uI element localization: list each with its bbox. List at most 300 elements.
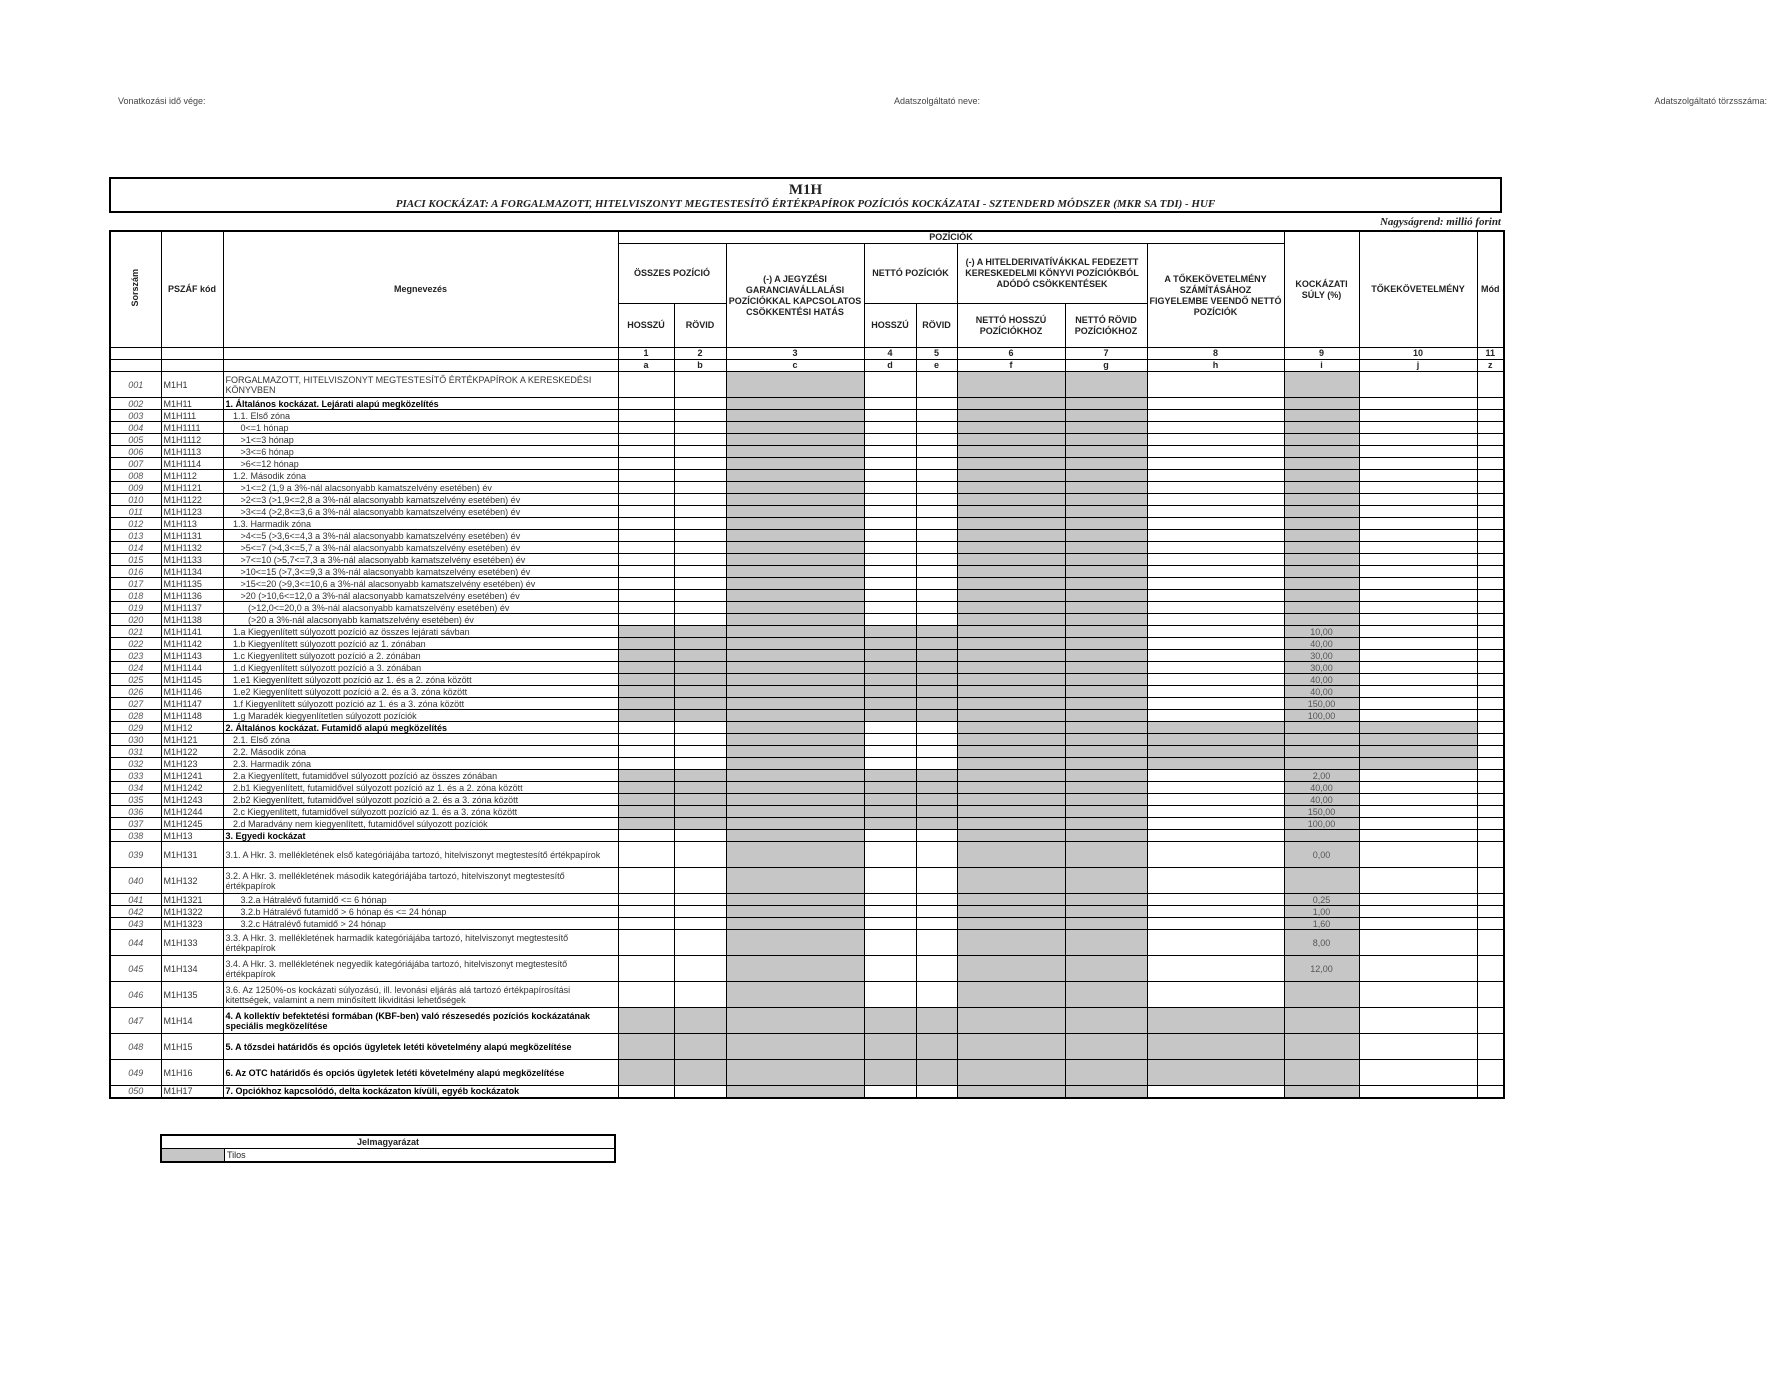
value-cell[interactable] bbox=[1477, 638, 1504, 650]
value-cell[interactable] bbox=[674, 578, 726, 590]
value-cell[interactable] bbox=[1147, 446, 1284, 458]
value-cell[interactable] bbox=[916, 722, 957, 734]
value-cell[interactable] bbox=[916, 758, 957, 770]
value-cell[interactable] bbox=[1359, 614, 1477, 626]
value-cell[interactable] bbox=[916, 578, 957, 590]
value-cell[interactable] bbox=[916, 830, 957, 842]
value-cell[interactable] bbox=[674, 918, 726, 930]
value-cell[interactable] bbox=[1477, 494, 1504, 506]
value-cell[interactable] bbox=[1477, 530, 1504, 542]
value-cell[interactable] bbox=[1477, 770, 1504, 782]
value-cell[interactable] bbox=[618, 530, 674, 542]
value-cell[interactable] bbox=[1147, 590, 1284, 602]
value-cell[interactable] bbox=[1477, 458, 1504, 470]
value-cell[interactable] bbox=[1477, 1008, 1504, 1034]
value-cell[interactable] bbox=[1359, 458, 1477, 470]
value-cell[interactable] bbox=[1147, 542, 1284, 554]
value-cell[interactable] bbox=[864, 734, 916, 746]
value-cell[interactable] bbox=[864, 842, 916, 868]
value-cell[interactable] bbox=[864, 918, 916, 930]
value-cell[interactable] bbox=[1359, 470, 1477, 482]
value-cell[interactable] bbox=[1477, 956, 1504, 982]
value-cell[interactable] bbox=[618, 1086, 674, 1098]
value-cell[interactable] bbox=[1477, 918, 1504, 930]
value-cell[interactable] bbox=[1359, 698, 1477, 710]
value-cell[interactable] bbox=[1477, 372, 1504, 398]
value-cell[interactable] bbox=[1147, 458, 1284, 470]
value-cell[interactable] bbox=[1477, 1086, 1504, 1098]
value-cell[interactable] bbox=[864, 566, 916, 578]
value-cell[interactable] bbox=[674, 410, 726, 422]
value-cell[interactable] bbox=[864, 830, 916, 842]
value-cell[interactable] bbox=[674, 614, 726, 626]
value-cell[interactable] bbox=[1147, 930, 1284, 956]
value-cell[interactable] bbox=[1147, 554, 1284, 566]
value-cell[interactable] bbox=[1359, 434, 1477, 446]
value-cell bbox=[618, 782, 674, 794]
value-cell[interactable] bbox=[1147, 982, 1284, 1008]
value-cell[interactable] bbox=[1477, 542, 1504, 554]
value-cell[interactable] bbox=[864, 470, 916, 482]
value-cell[interactable] bbox=[916, 372, 957, 398]
value-cell[interactable] bbox=[1359, 782, 1477, 794]
value-cell[interactable] bbox=[674, 930, 726, 956]
value-cell[interactable] bbox=[1359, 674, 1477, 686]
value-cell[interactable] bbox=[1477, 868, 1504, 894]
value-cell bbox=[957, 1008, 1065, 1034]
value-cell[interactable] bbox=[618, 602, 674, 614]
value-cell[interactable] bbox=[618, 918, 674, 930]
value-cell[interactable] bbox=[1359, 894, 1477, 906]
value-cell[interactable] bbox=[674, 470, 726, 482]
value-cell[interactable] bbox=[1477, 806, 1504, 818]
value-cell[interactable] bbox=[618, 554, 674, 566]
value-cell[interactable] bbox=[618, 722, 674, 734]
value-cell[interactable] bbox=[618, 894, 674, 906]
value-cell[interactable] bbox=[618, 842, 674, 868]
value-cell[interactable] bbox=[674, 422, 726, 434]
value-cell[interactable] bbox=[864, 956, 916, 982]
value-cell[interactable] bbox=[864, 398, 916, 410]
value-cell[interactable] bbox=[1477, 782, 1504, 794]
value-cell[interactable] bbox=[618, 494, 674, 506]
value-cell[interactable] bbox=[1359, 830, 1477, 842]
value-cell[interactable] bbox=[1359, 650, 1477, 662]
table-row bbox=[110, 956, 1504, 982]
value-cell[interactable] bbox=[916, 410, 957, 422]
value-cell[interactable] bbox=[864, 590, 916, 602]
value-cell[interactable] bbox=[1147, 372, 1284, 398]
value-cell[interactable] bbox=[1147, 518, 1284, 530]
value-cell[interactable] bbox=[916, 956, 957, 982]
value-cell[interactable] bbox=[618, 956, 674, 982]
value-cell bbox=[957, 470, 1065, 482]
value-cell[interactable] bbox=[674, 446, 726, 458]
value-cell[interactable] bbox=[1147, 918, 1284, 930]
row-code: M1H1135 bbox=[161, 578, 223, 590]
value-cell[interactable] bbox=[1147, 578, 1284, 590]
value-cell[interactable] bbox=[674, 734, 726, 746]
value-cell bbox=[957, 638, 1065, 650]
value-cell[interactable] bbox=[1147, 506, 1284, 518]
value-cell[interactable] bbox=[618, 446, 674, 458]
value-cell[interactable] bbox=[618, 746, 674, 758]
value-cell[interactable] bbox=[1359, 482, 1477, 494]
value-cell[interactable] bbox=[1477, 734, 1504, 746]
col-letter-6: f bbox=[957, 360, 1065, 372]
value-cell[interactable] bbox=[864, 930, 916, 956]
value-cell[interactable] bbox=[1477, 578, 1504, 590]
value-cell[interactable] bbox=[1359, 770, 1477, 782]
value-cell[interactable] bbox=[618, 398, 674, 410]
value-cell[interactable] bbox=[1477, 650, 1504, 662]
value-cell[interactable] bbox=[916, 868, 957, 894]
value-cell[interactable] bbox=[916, 542, 957, 554]
value-cell[interactable] bbox=[1147, 710, 1284, 722]
value-cell[interactable] bbox=[1477, 1034, 1504, 1060]
value-cell[interactable] bbox=[674, 602, 726, 614]
value-cell[interactable] bbox=[916, 918, 957, 930]
value-cell[interactable] bbox=[1477, 894, 1504, 906]
col-letter-blank bbox=[110, 360, 161, 372]
value-cell[interactable] bbox=[1477, 446, 1504, 458]
value-cell[interactable] bbox=[916, 906, 957, 918]
value-cell[interactable] bbox=[618, 470, 674, 482]
value-cell[interactable] bbox=[916, 446, 957, 458]
value-cell[interactable] bbox=[618, 614, 674, 626]
value-cell[interactable] bbox=[1477, 698, 1504, 710]
value-cell[interactable] bbox=[618, 566, 674, 578]
row-code: M1H121 bbox=[161, 734, 223, 746]
value-cell[interactable] bbox=[864, 868, 916, 894]
value-cell[interactable] bbox=[618, 422, 674, 434]
value-cell[interactable] bbox=[916, 894, 957, 906]
value-cell[interactable] bbox=[1477, 794, 1504, 806]
value-cell[interactable] bbox=[618, 372, 674, 398]
value-cell[interactable] bbox=[1359, 918, 1477, 930]
value-cell[interactable] bbox=[1147, 530, 1284, 542]
value-cell[interactable] bbox=[1147, 566, 1284, 578]
value-cell[interactable] bbox=[618, 434, 674, 446]
value-cell[interactable] bbox=[1359, 1086, 1477, 1098]
value-cell[interactable] bbox=[1147, 794, 1284, 806]
value-cell[interactable] bbox=[1477, 906, 1504, 918]
value-cell[interactable] bbox=[674, 434, 726, 446]
value-cell[interactable] bbox=[1359, 1034, 1477, 1060]
value-cell[interactable] bbox=[618, 458, 674, 470]
value-cell[interactable] bbox=[674, 554, 726, 566]
value-cell[interactable] bbox=[1147, 674, 1284, 686]
value-cell[interactable] bbox=[1477, 566, 1504, 578]
value-cell[interactable] bbox=[1147, 770, 1284, 782]
value-cell[interactable] bbox=[916, 482, 957, 494]
value-cell[interactable] bbox=[1477, 410, 1504, 422]
value-cell[interactable] bbox=[618, 410, 674, 422]
value-cell[interactable] bbox=[618, 930, 674, 956]
value-cell[interactable] bbox=[618, 482, 674, 494]
value-cell[interactable] bbox=[1359, 638, 1477, 650]
row-number: 049 bbox=[110, 1060, 161, 1086]
value-cell[interactable] bbox=[864, 906, 916, 918]
value-cell bbox=[1147, 758, 1284, 770]
value-cell[interactable] bbox=[1477, 686, 1504, 698]
value-cell[interactable] bbox=[1359, 566, 1477, 578]
value-cell[interactable] bbox=[1147, 686, 1284, 698]
value-cell[interactable] bbox=[674, 482, 726, 494]
value-cell[interactable] bbox=[916, 434, 957, 446]
value-cell[interactable] bbox=[1147, 956, 1284, 982]
value-cell[interactable] bbox=[1147, 422, 1284, 434]
value-cell[interactable] bbox=[864, 602, 916, 614]
value-cell[interactable] bbox=[1359, 398, 1477, 410]
value-cell[interactable] bbox=[618, 868, 674, 894]
value-cell[interactable] bbox=[618, 758, 674, 770]
value-cell[interactable] bbox=[916, 458, 957, 470]
value-cell[interactable] bbox=[674, 894, 726, 906]
value-cell[interactable] bbox=[916, 590, 957, 602]
value-cell[interactable] bbox=[1477, 710, 1504, 722]
value-cell[interactable] bbox=[1359, 930, 1477, 956]
value-cell[interactable] bbox=[1477, 518, 1504, 530]
value-cell[interactable] bbox=[1477, 674, 1504, 686]
value-cell[interactable] bbox=[1477, 602, 1504, 614]
value-cell[interactable] bbox=[1359, 906, 1477, 918]
value-cell[interactable] bbox=[674, 842, 726, 868]
value-cell[interactable] bbox=[1359, 578, 1477, 590]
value-cell[interactable] bbox=[916, 614, 957, 626]
value-cell[interactable] bbox=[864, 446, 916, 458]
value-cell[interactable] bbox=[674, 458, 726, 470]
value-cell[interactable] bbox=[1359, 590, 1477, 602]
value-cell[interactable] bbox=[1359, 372, 1477, 398]
value-cell[interactable] bbox=[1147, 494, 1284, 506]
value-cell[interactable] bbox=[864, 758, 916, 770]
value-cell[interactable] bbox=[1477, 982, 1504, 1008]
value-cell[interactable] bbox=[1477, 746, 1504, 758]
value-cell[interactable] bbox=[864, 494, 916, 506]
value-cell[interactable] bbox=[1359, 1008, 1477, 1034]
value-cell[interactable] bbox=[864, 614, 916, 626]
value-cell[interactable] bbox=[674, 868, 726, 894]
value-cell[interactable] bbox=[864, 1086, 916, 1098]
value-cell[interactable] bbox=[1147, 806, 1284, 818]
value-cell[interactable] bbox=[674, 758, 726, 770]
value-cell[interactable] bbox=[1147, 482, 1284, 494]
value-cell[interactable] bbox=[1477, 398, 1504, 410]
value-cell[interactable] bbox=[1359, 518, 1477, 530]
value-cell[interactable] bbox=[1477, 422, 1504, 434]
value-cell bbox=[957, 410, 1065, 422]
value-cell[interactable] bbox=[618, 830, 674, 842]
value-cell[interactable] bbox=[1477, 722, 1504, 734]
value-cell[interactable] bbox=[916, 734, 957, 746]
value-cell[interactable] bbox=[1477, 470, 1504, 482]
value-cell bbox=[1065, 918, 1147, 930]
value-cell[interactable] bbox=[1147, 842, 1284, 868]
value-cell[interactable] bbox=[1477, 830, 1504, 842]
value-cell[interactable] bbox=[1147, 434, 1284, 446]
table-row bbox=[110, 638, 1504, 650]
value-cell[interactable] bbox=[618, 518, 674, 530]
value-cell[interactable] bbox=[1359, 530, 1477, 542]
row-name: >6<=12 hónap bbox=[223, 458, 618, 470]
value-cell[interactable] bbox=[1477, 842, 1504, 868]
value-cell[interactable] bbox=[916, 398, 957, 410]
value-cell[interactable] bbox=[1359, 1060, 1477, 1086]
value-cell[interactable] bbox=[1477, 506, 1504, 518]
value-cell[interactable] bbox=[916, 530, 957, 542]
value-cell[interactable] bbox=[618, 542, 674, 554]
value-cell[interactable] bbox=[1477, 434, 1504, 446]
value-cell[interactable] bbox=[1147, 782, 1284, 794]
value-cell[interactable] bbox=[674, 398, 726, 410]
value-cell[interactable] bbox=[916, 842, 957, 868]
value-cell[interactable] bbox=[1359, 542, 1477, 554]
value-cell[interactable] bbox=[618, 578, 674, 590]
value-cell[interactable] bbox=[674, 506, 726, 518]
value-cell[interactable] bbox=[1147, 410, 1284, 422]
value-cell[interactable] bbox=[618, 906, 674, 918]
value-cell[interactable] bbox=[1359, 710, 1477, 722]
value-cell[interactable] bbox=[1477, 1060, 1504, 1086]
value-cell[interactable] bbox=[864, 422, 916, 434]
value-cell[interactable] bbox=[864, 434, 916, 446]
value-cell[interactable] bbox=[1147, 818, 1284, 830]
value-cell[interactable] bbox=[916, 470, 957, 482]
value-cell[interactable] bbox=[618, 590, 674, 602]
value-cell[interactable] bbox=[1359, 626, 1477, 638]
value-cell[interactable] bbox=[1359, 410, 1477, 422]
value-cell[interactable] bbox=[674, 372, 726, 398]
value-cell[interactable] bbox=[1359, 842, 1477, 868]
value-cell[interactable] bbox=[1359, 506, 1477, 518]
value-cell[interactable] bbox=[864, 746, 916, 758]
value-cell[interactable] bbox=[674, 542, 726, 554]
value-cell[interactable] bbox=[916, 506, 957, 518]
value-cell[interactable] bbox=[1147, 398, 1284, 410]
value-cell[interactable] bbox=[1147, 906, 1284, 918]
value-cell[interactable] bbox=[674, 494, 726, 506]
value-cell[interactable] bbox=[674, 830, 726, 842]
value-cell[interactable] bbox=[674, 722, 726, 734]
value-cell[interactable] bbox=[1147, 894, 1284, 906]
value-cell[interactable] bbox=[916, 566, 957, 578]
value-cell[interactable] bbox=[1359, 494, 1477, 506]
value-cell[interactable] bbox=[1359, 662, 1477, 674]
value-cell[interactable] bbox=[1147, 638, 1284, 650]
row-number: 011 bbox=[110, 506, 161, 518]
table-row bbox=[110, 758, 1504, 770]
value-cell[interactable] bbox=[1477, 818, 1504, 830]
value-cell[interactable] bbox=[1477, 614, 1504, 626]
value-cell bbox=[1284, 506, 1359, 518]
value-cell[interactable] bbox=[674, 590, 726, 602]
value-cell[interactable] bbox=[864, 530, 916, 542]
value-cell[interactable] bbox=[1359, 794, 1477, 806]
value-cell[interactable] bbox=[674, 956, 726, 982]
value-cell[interactable] bbox=[1477, 930, 1504, 956]
value-cell[interactable] bbox=[864, 458, 916, 470]
value-cell[interactable] bbox=[1359, 446, 1477, 458]
value-cell bbox=[726, 662, 864, 674]
value-cell[interactable] bbox=[864, 410, 916, 422]
value-cell[interactable] bbox=[674, 518, 726, 530]
value-cell[interactable] bbox=[1359, 554, 1477, 566]
value-cell[interactable] bbox=[1147, 830, 1284, 842]
value-cell[interactable] bbox=[1359, 602, 1477, 614]
value-cell[interactable] bbox=[674, 746, 726, 758]
value-cell[interactable] bbox=[864, 542, 916, 554]
value-cell[interactable] bbox=[916, 1086, 957, 1098]
value-cell[interactable] bbox=[1147, 1086, 1284, 1098]
value-cell[interactable] bbox=[1477, 758, 1504, 770]
value-cell[interactable] bbox=[674, 982, 726, 1008]
value-cell[interactable] bbox=[1359, 868, 1477, 894]
value-cell[interactable] bbox=[1477, 590, 1504, 602]
value-cell bbox=[726, 410, 864, 422]
value-cell[interactable] bbox=[916, 746, 957, 758]
value-cell[interactable] bbox=[1147, 650, 1284, 662]
value-cell[interactable] bbox=[864, 372, 916, 398]
value-cell[interactable] bbox=[674, 906, 726, 918]
row-name: 3.2. A Hkr. 3. mellékletének második kategóriájába tartozó, hitelviszonyt megtestesítő értékpapírok bbox=[223, 868, 618, 894]
value-cell[interactable] bbox=[1477, 626, 1504, 638]
value-cell bbox=[726, 842, 864, 868]
value-cell[interactable] bbox=[1359, 686, 1477, 698]
value-cell[interactable] bbox=[864, 554, 916, 566]
value-cell[interactable] bbox=[864, 722, 916, 734]
value-cell[interactable] bbox=[1359, 422, 1477, 434]
value-cell[interactable] bbox=[1359, 806, 1477, 818]
value-cell bbox=[864, 674, 916, 686]
value-cell[interactable] bbox=[674, 566, 726, 578]
value-cell[interactable] bbox=[1147, 602, 1284, 614]
value-cell[interactable] bbox=[1147, 626, 1284, 638]
value-cell[interactable] bbox=[916, 982, 957, 1008]
value-cell[interactable] bbox=[674, 1086, 726, 1098]
value-cell[interactable] bbox=[1147, 470, 1284, 482]
value-cell[interactable] bbox=[864, 482, 916, 494]
value-cell[interactable] bbox=[1477, 482, 1504, 494]
value-cell[interactable] bbox=[864, 518, 916, 530]
value-cell[interactable] bbox=[1477, 554, 1504, 566]
value-cell[interactable] bbox=[618, 982, 674, 1008]
value-cell[interactable] bbox=[1359, 818, 1477, 830]
value-cell[interactable] bbox=[916, 518, 957, 530]
value-cell[interactable] bbox=[1147, 868, 1284, 894]
value-cell[interactable] bbox=[864, 982, 916, 1008]
value-cell[interactable] bbox=[618, 506, 674, 518]
value-cell bbox=[916, 1034, 957, 1060]
col-num-blank bbox=[161, 348, 223, 360]
value-cell[interactable] bbox=[916, 930, 957, 956]
value-cell[interactable] bbox=[1359, 956, 1477, 982]
value-cell[interactable] bbox=[916, 554, 957, 566]
value-cell[interactable] bbox=[674, 530, 726, 542]
value-cell[interactable] bbox=[1147, 698, 1284, 710]
value-cell[interactable] bbox=[1147, 614, 1284, 626]
value-cell[interactable] bbox=[1147, 662, 1284, 674]
value-cell[interactable] bbox=[864, 894, 916, 906]
value-cell[interactable] bbox=[916, 494, 957, 506]
value-cell[interactable] bbox=[916, 602, 957, 614]
value-cell[interactable] bbox=[864, 506, 916, 518]
value-cell[interactable] bbox=[916, 422, 957, 434]
value-cell[interactable] bbox=[1359, 982, 1477, 1008]
value-cell[interactable] bbox=[618, 734, 674, 746]
value-cell[interactable] bbox=[864, 578, 916, 590]
value-cell[interactable] bbox=[1477, 662, 1504, 674]
